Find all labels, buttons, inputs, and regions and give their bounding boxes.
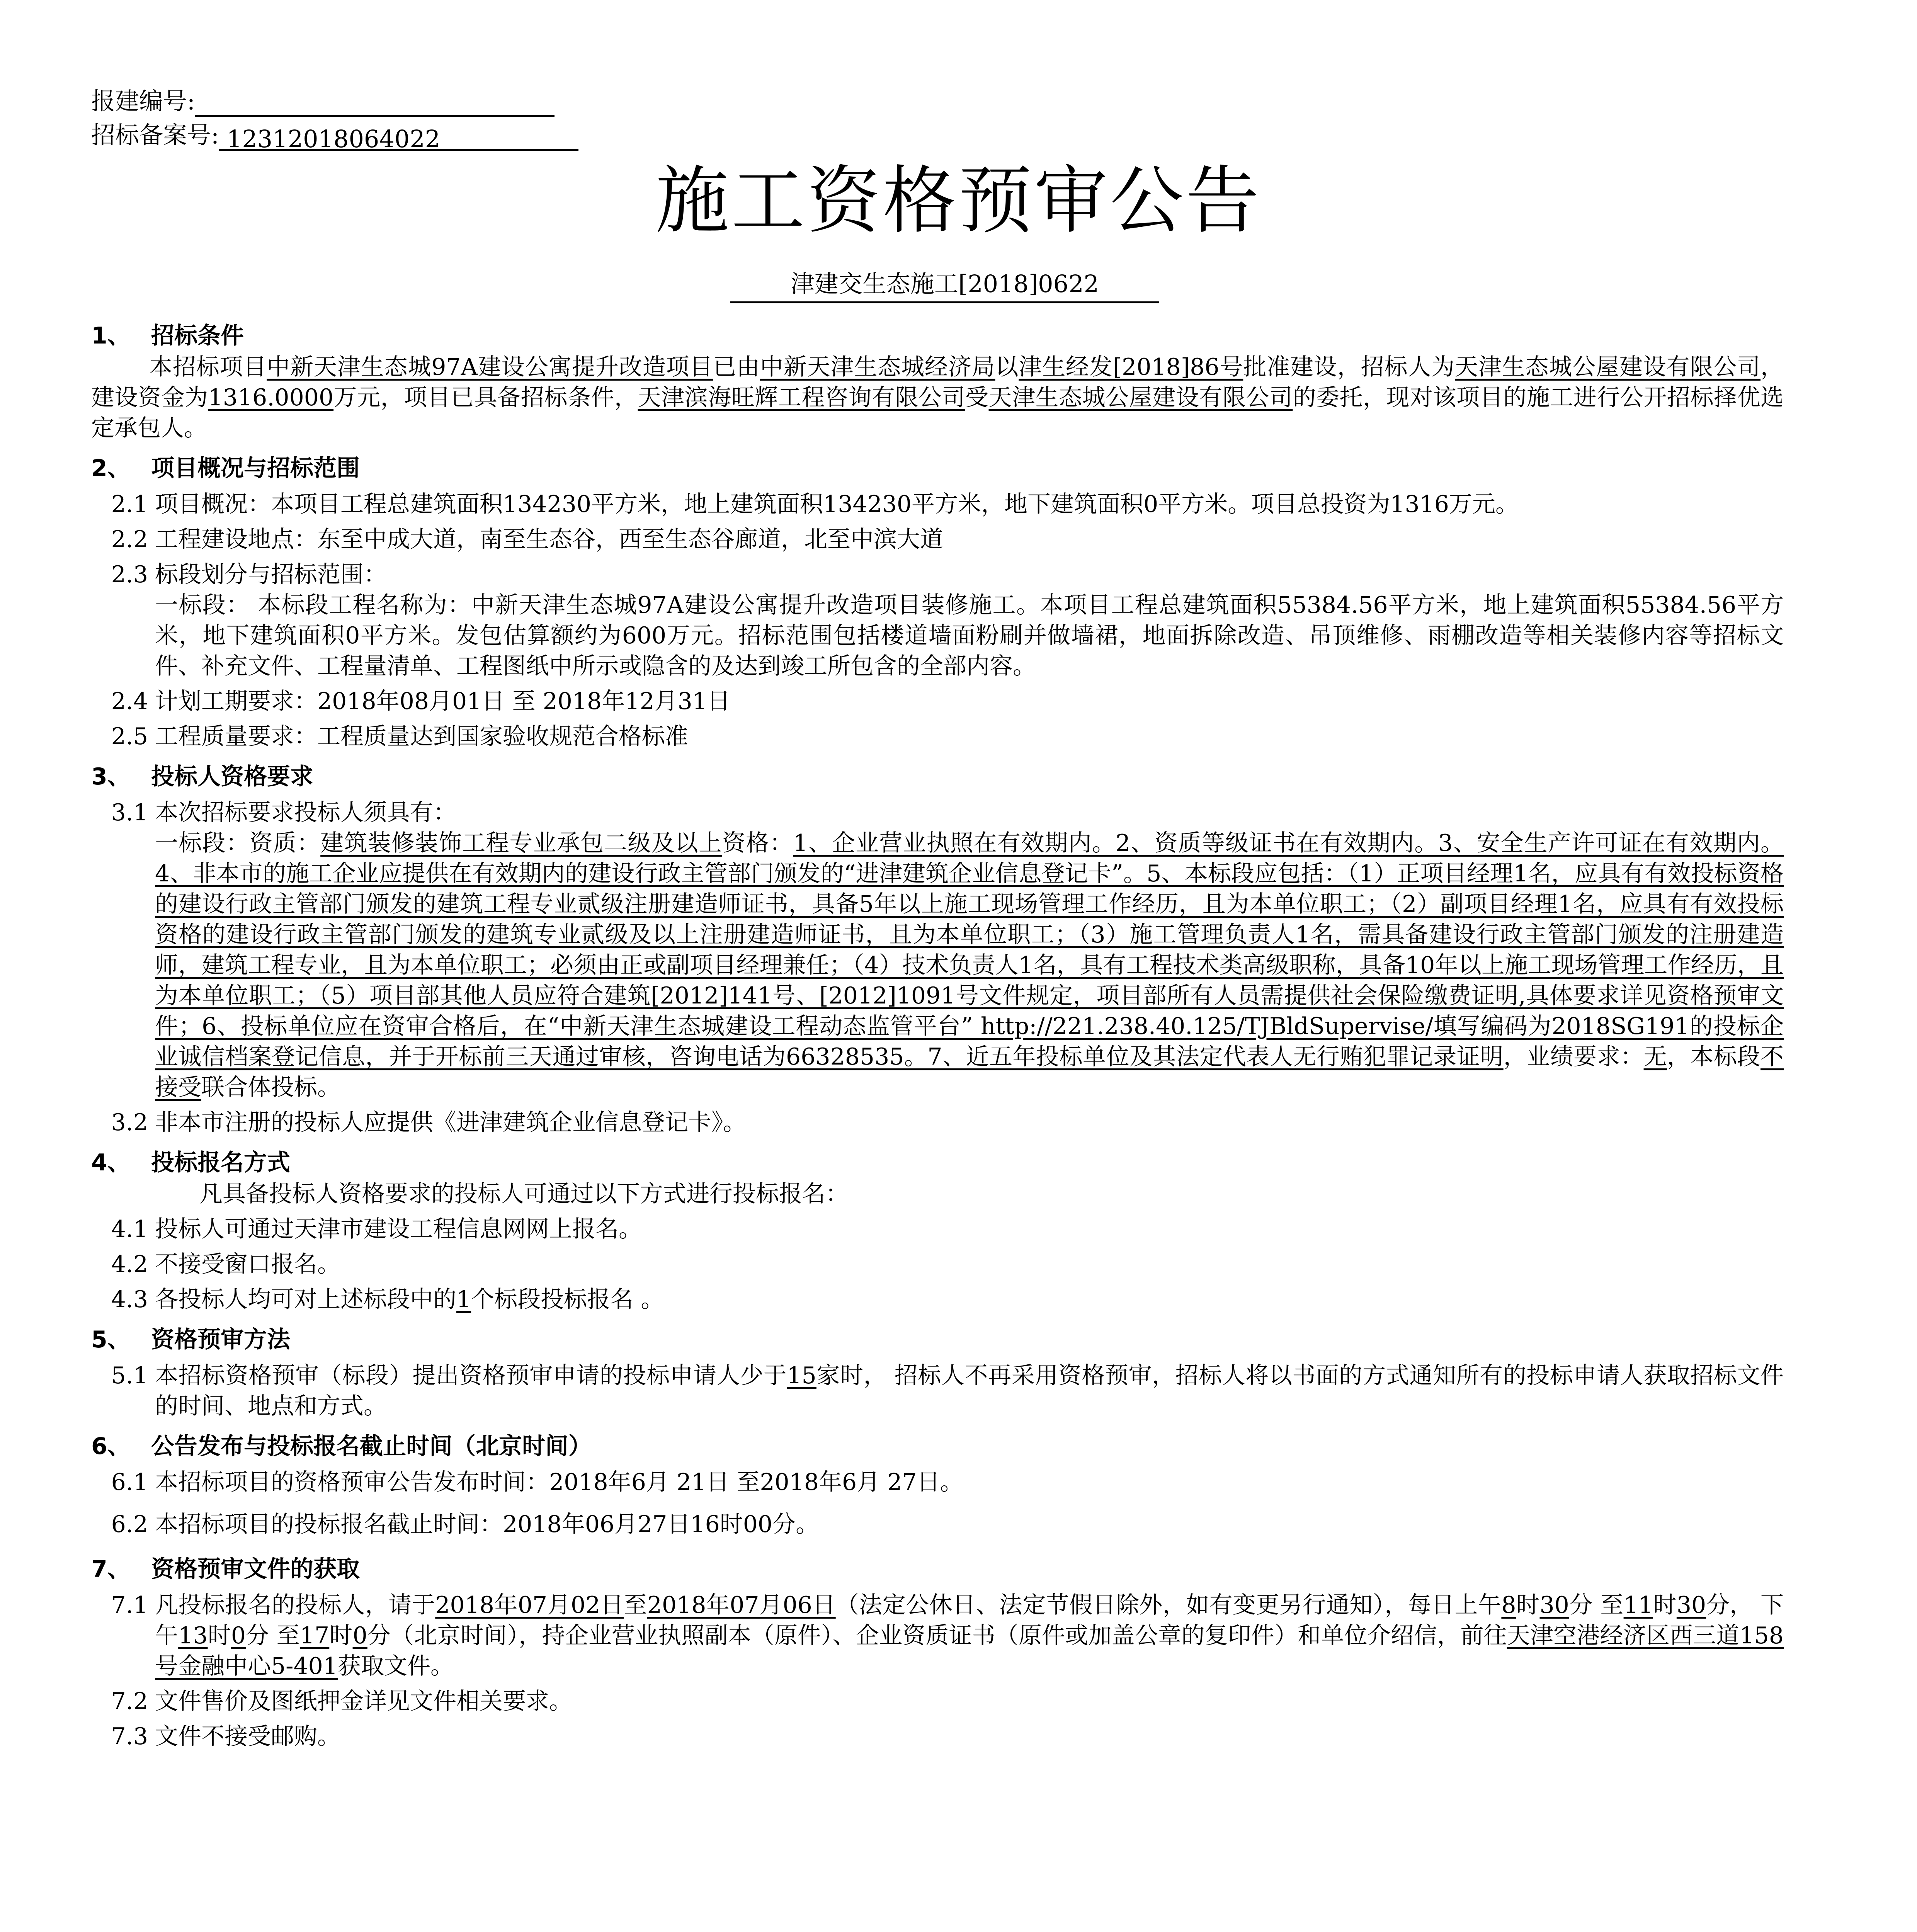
section-number: 3、: [91, 763, 131, 790]
section-title: 公告发布与投标报名截止时间（北京时间）: [151, 1433, 592, 1460]
item-text: 本招标项目的资格预审公告发布时间：2018年6月 21日 至2018年6月 27日。: [155, 1469, 963, 1496]
text: 分 至: [1569, 1592, 1624, 1619]
text: 批准建设，招标人为: [1243, 354, 1455, 381]
text: 时: [1653, 1592, 1677, 1619]
item-number: 2.1: [111, 491, 148, 518]
text: ，业绩要求：: [1503, 1043, 1644, 1070]
hour: 8: [1501, 1592, 1516, 1619]
report-number-row: [91, 86, 555, 117]
approver: 中新天津生态城经济局: [760, 354, 995, 381]
text: 受: [965, 384, 989, 411]
text: 获取文件。: [337, 1653, 454, 1680]
record-number-row: [91, 120, 578, 151]
text: 凡投标报名的投标人，请于: [155, 1592, 435, 1619]
text: 时: [329, 1622, 353, 1649]
item-4-3: [91, 1284, 1784, 1315]
item-number: 6.1: [111, 1469, 148, 1496]
item-7-2: [91, 1686, 1784, 1717]
report-number-value: [195, 90, 555, 117]
text: 个标段投标报名 。: [471, 1286, 664, 1313]
item-2-2: [91, 524, 1784, 555]
text: 家时， 招标人不再采用资格预审，招标人将以书面的方式通知所有的投标申请人获取招标文件的时间、地点和方式。: [155, 1362, 1784, 1420]
text: 一标段：资质：: [155, 830, 321, 857]
section-number: 5、: [91, 1326, 131, 1353]
item-2-1: [91, 489, 1784, 520]
item-number: 2.2: [111, 526, 148, 553]
section-title: 投标人资格要求: [151, 763, 313, 790]
qualification: 建筑装修装饰工程专业承包二级及以上: [320, 830, 722, 857]
record-number-value: 12312018064022: [219, 124, 578, 151]
item-number: 7.1: [111, 1592, 148, 1619]
text: （法定公休日、法定节假日除外，如有变更另行通知），每日上午: [835, 1592, 1502, 1619]
text: 本招标资格预审（标段）提出资格预审申请的投标申请人少于: [155, 1362, 787, 1389]
item-7-3: [91, 1721, 1784, 1752]
joint-venture-policy: 不接受: [155, 1043, 1784, 1101]
section-2-heading: [91, 452, 1784, 485]
text: 以: [995, 354, 1019, 381]
section-4-intro: 凡具备投标人资格要求的投标人可通过以下方式进行投标报名：: [199, 1180, 849, 1208]
section-3-heading: [91, 760, 1784, 793]
minute: 0: [231, 1622, 246, 1649]
text: 时: [208, 1622, 231, 1649]
item-2-4: [91, 686, 1784, 717]
lot-count: 1: [456, 1286, 471, 1313]
project-name: 中新天津生态城97A建设公寓提升改造项目: [267, 354, 713, 381]
item-number: 2.5: [111, 723, 148, 750]
section-5-heading: [91, 1323, 1784, 1356]
approval-number: 津生经发[2018]86号: [1019, 354, 1243, 381]
item-number: 4.2: [111, 1251, 148, 1278]
text: 分 至: [246, 1622, 300, 1649]
item-number: 5.1: [111, 1362, 148, 1389]
item-4-1: [91, 1214, 1784, 1245]
pickup-address: 天津空港经济区西三道158号金融中心5-401: [155, 1622, 1784, 1680]
section-7-heading: [91, 1553, 1784, 1585]
applicant-threshold: 15: [787, 1362, 816, 1389]
item-text: 不接受窗口报名。: [155, 1251, 340, 1278]
item-text: 计划工期要求：2018年08月01日 至 2018年12月31日: [155, 688, 730, 715]
requirements: 1、企业营业执照在有效期内。2、资质等级证书在有效期内。3、安全生产许可证在有效期内。4、非本市的施工企业应提供在有效期内的建设行政主管部门颁发的“进津建筑企业信息登记卡”。5、本标段应包括：（1）正项目经理1名，应具有有效投标资格的建设行政主管部门颁发的建筑工程专业贰级注册建造师证书，具备5年以上施工现场管理工作经历，且为本单位职工；（2）副项目经理1名，应具有有效投标资格的建设行政主管部门颁发的建筑专业贰级及以上注册建造师证书，且为本单位职工；（3）施工管理负责人1名，需具备建设行政主管部门颁发的注册建造师，建筑工程专业，且为本单位职工；必须由正或副项目经理兼任；（4）技术负责人1名，具有工程技术类高级职称，具备10年以上施工现场管理工作经历，且为本单位职工；（5）项目部其他人员应符合建筑[2012]141号、[2012]1091号文件规定，项目部所有人员需提供社会保险缴费证明,具体要求详见资格预审文件；6、投标单位应在资审合格后，在“中新天津生态城建设工程动态监管平台” http://221.238.40.125/TJBldSupervise/填写编码为2018SG191的投标企业诚信档案登记信息，并于开标前三天通过审核，咨询电话为66328535。7、近五年投标单位及其法定代表人无行贿犯罪记录证明: [155, 830, 1784, 1070]
section-title: 投标报名方式: [151, 1149, 290, 1176]
item-6-2: [91, 1509, 1784, 1540]
minute: 30: [1539, 1592, 1569, 1619]
item-number: 7.3: [111, 1723, 148, 1750]
item-3-2: [91, 1107, 1784, 1138]
section-number: 4、: [91, 1149, 131, 1176]
item-number: 2.3: [111, 561, 148, 588]
text: 的委托，现对该项目的施工进行公开招标择优选定承包人。: [91, 384, 1784, 442]
lot-scope: 一标段： 本标段工程名称为：中新天津生态城97A建设公寓提升改造项目装修施工。本项目工程总建筑面积55384.56平方米，地上建筑面积55384.56平方米，地下建筑面积0平方米。发包估算额约为600万元。招标范围包括楼道墙面粉刷并做墙裙，地面拆除改造、吊顶维修、雨棚改造等相关装修内容等招标文件、补充文件、工程量清单、工程图纸中所示或隐含的及达到竣工所包含的全部内容。: [155, 592, 1784, 680]
item-5-1: [91, 1361, 1784, 1422]
performance-requirement: 无: [1643, 1043, 1667, 1070]
item-number: 4.3: [111, 1286, 148, 1313]
item-number: 6.2: [111, 1511, 148, 1538]
section-title: 项目概况与招标范围: [151, 455, 360, 482]
section-number: 6、: [91, 1433, 131, 1460]
text: 资格：: [722, 830, 793, 857]
item-number: 2.4: [111, 688, 148, 715]
section-1-heading: [91, 320, 1784, 352]
item-3-1: [91, 798, 1784, 1103]
tenderer-name: 天津生态城公屋建设有限公司: [1454, 354, 1761, 381]
item-6-1: [91, 1467, 1784, 1498]
item-4-2: [91, 1249, 1784, 1280]
text: ，建设资金为: [91, 354, 1784, 411]
item-text: 非本市注册的投标人应提供《进津建筑企业信息登记卡》。: [155, 1109, 746, 1136]
notice-body: [91, 311, 1784, 1752]
item-7-1: [91, 1590, 1784, 1682]
item-text: 标段划分与招标范围：: [155, 561, 387, 588]
text: 本招标项目: [149, 354, 267, 381]
item-text: 文件售价及图纸押金详见文件相关要求。: [155, 1688, 572, 1715]
item-number: 4.1: [111, 1216, 148, 1243]
hour: 11: [1623, 1592, 1653, 1619]
section-title: 资格预审方法: [151, 1326, 290, 1353]
minute: 0: [352, 1622, 367, 1649]
section-number: 2、: [91, 455, 131, 482]
principal-name: 天津生态城公屋建设有限公司: [988, 384, 1293, 411]
end-date: 2018年07月06日: [647, 1592, 836, 1619]
text: 至: [624, 1592, 647, 1619]
text: 各投标人均可对上述标段中的: [155, 1286, 456, 1313]
text: 分（北京时间），持企业营业执照副本（原件）、企业资质证书（原件或加盖公章的复印件）和单位介绍信，前往: [367, 1622, 1507, 1649]
page-title: 施工资格预审公告: [655, 158, 1262, 243]
hour: 17: [299, 1622, 330, 1649]
item-text: 项目概况：本项目工程总建筑面积134230平方米，地上建筑面积134230平方米，地下建筑面积0平方米。项目总投资为1316万元。: [155, 491, 1519, 518]
text: ，本标段: [1667, 1043, 1761, 1070]
item-text: 工程建设地点：东至中成大道，南至生态谷，西至生态谷廊道，北至中滨大道: [155, 526, 943, 553]
section-4-heading: [91, 1146, 1784, 1179]
qualification-requirements: [155, 828, 1784, 1103]
item-text: 投标人可通过天津市建设工程信息网网上报名。: [155, 1216, 642, 1243]
report-number-label: 报建编号:: [91, 87, 195, 115]
item-text: 工程质量要求：工程质量达到国家验收规范合格标准: [155, 723, 688, 750]
fund-amount: 1316.0000: [208, 384, 334, 411]
item-text: 本招标项目的投标报名截止时间：2018年06月27日16时00分。: [155, 1511, 819, 1538]
item-2-5: [91, 721, 1784, 752]
item-number: 7.2: [111, 1688, 148, 1715]
text: 时: [1516, 1592, 1540, 1619]
item-text: 文件不接受邮购。: [155, 1723, 340, 1750]
section-number: 7、: [91, 1556, 131, 1583]
section-1-paragraph: [91, 352, 1784, 444]
agent-name: 天津滨海旺辉工程咨询有限公司: [638, 384, 965, 411]
item-2-3: [91, 560, 1784, 682]
section-title: 招标条件: [151, 322, 244, 349]
start-date: 2018年07月02日: [435, 1592, 624, 1619]
text: 联合体投标。: [201, 1074, 340, 1101]
item-number: 3.2: [111, 1109, 148, 1136]
record-number-label: 招标备案号:: [91, 121, 219, 149]
item-text: 本次招标要求投标人须具有：: [155, 799, 456, 826]
section-6-heading: [91, 1430, 1784, 1463]
item-number: 3.1: [111, 799, 148, 826]
section-number: 1、: [91, 322, 131, 349]
hour: 13: [178, 1622, 208, 1649]
document-number: 津建交生态施工[2018]0622: [730, 267, 1159, 303]
minute: 30: [1676, 1592, 1706, 1619]
text: 万元，项目已具备招标条件，: [333, 384, 638, 411]
text: 分， 下午: [155, 1592, 1784, 1649]
section-title: 资格预审文件的获取: [151, 1556, 360, 1583]
text: 已由: [713, 354, 760, 381]
